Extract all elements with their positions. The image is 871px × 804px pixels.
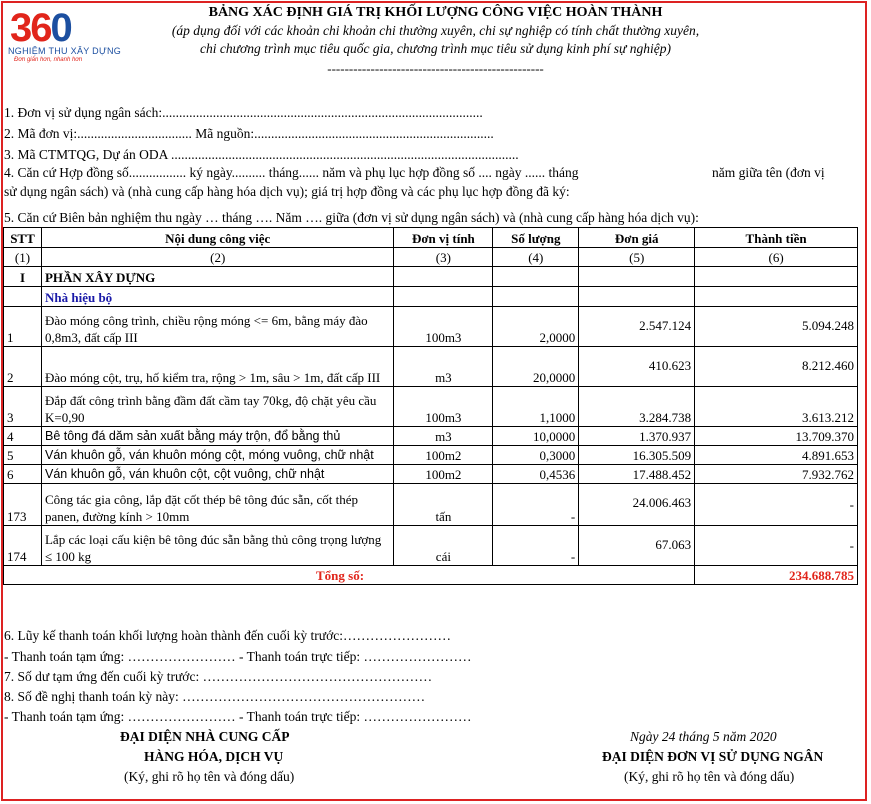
row-content: Công tác gia công, lắp đặt cốt thép bê tông đúc sẵn, cốt thép panen, đường kính > 10mm <box>41 484 393 526</box>
section-row <box>4 267 858 287</box>
header-stt: STT <box>4 228 42 248</box>
user-unit-sign-note: (Ký, ghi rõ họ tên và đóng dấu) <box>624 769 795 784</box>
row-content: Ván khuôn gỗ, ván khuôn cột, cột vuông, chữ nhật <box>41 465 393 484</box>
row-amount: - <box>695 484 858 526</box>
signature-date: Ngày 24 tháng 5 năm 2020 <box>630 729 777 744</box>
table-row <box>4 465 858 484</box>
subsection-row <box>4 287 858 307</box>
total-value: 234.688.785 <box>695 566 858 585</box>
row-price: 16.305.509 <box>579 446 695 465</box>
row-stt: 2 <box>4 347 42 387</box>
row-qty: 20,0000 <box>493 347 579 387</box>
row-amount: 4.891.653 <box>695 446 858 465</box>
row-content: Bê tông đá dăm sản xuất bằng máy trộn, đổ bằng thủ <box>41 427 393 446</box>
row-content: Đào móng công trình, chiều rộng móng <= 6m, bằng máy đào 0,8m3, đất cấp III <box>41 307 393 347</box>
field-unit-code: 2. Mã đơn vị:.................................. Mã nguồn:....................................................................... <box>4 126 494 141</box>
row-content: Lắp các loại cấu kiện bê tông đúc sẵn bằng thủ công trọng lượng ≤ 100 kg <box>41 526 393 566</box>
field-contract: 4. Căn cứ Hợp đồng số................. ký ngày.......... tháng...... năm và phụ lục hợp đồng số .... ngày ...... tháng <box>4 165 579 180</box>
total-row <box>4 566 858 585</box>
header-unit: Đơn vị tính <box>394 228 493 248</box>
advance-balance-line: 7. Số dư tạm ứng đến cuối kỳ trước: …………………………………………… <box>4 669 433 684</box>
row-unit: m3 <box>394 427 493 446</box>
field-program-code: 3. Mã CTMTQG, Dự án ODA ....................................................................................................... <box>4 147 519 162</box>
row-amount: 5.094.248 <box>695 307 858 347</box>
row-amount: 7.932.762 <box>695 465 858 484</box>
empty-cell <box>695 267 858 287</box>
section-stt: I <box>4 267 42 287</box>
logo-digit-6: 6 <box>30 6 51 50</box>
header-quantity: Số lượng <box>493 228 579 248</box>
row-content: Đào móng cột, trụ, hố kiểm tra, rộng > 1m, sâu > 1m, đất cấp III <box>41 347 393 387</box>
row-unit: cái <box>394 526 493 566</box>
logo-digit-3: 3 <box>10 6 31 50</box>
section-label: PHẦN XÂY DỰNG <box>41 267 393 287</box>
table-row <box>4 526 858 566</box>
colnum-6: (6) <box>695 248 858 267</box>
row-unit: 100m3 <box>394 387 493 427</box>
work-value-table <box>3 227 858 585</box>
colnum-4: (4) <box>493 248 579 267</box>
field-budget-unit: 1. Đơn vị sử dụng ngân sách:............................................................................................... <box>4 105 483 120</box>
row-unit: 100m2 <box>394 446 493 465</box>
table-row <box>4 387 858 427</box>
row-price: 17.488.452 <box>579 465 695 484</box>
row-price: 2.547.124 <box>579 307 695 347</box>
table-header-row <box>4 228 858 248</box>
row-amount: 8.212.460 <box>695 347 858 387</box>
supplier-sign-note: (Ký, ghi rõ họ tên và đóng dấu) <box>124 769 295 784</box>
logo-subtitle: NGHIỆM THU XÂY DỰNG <box>8 46 122 56</box>
row-qty: 1,1000 <box>493 387 579 427</box>
row-unit: tấn <box>394 484 493 526</box>
total-label: Tổng số: <box>4 566 695 585</box>
supplier-title-2: HÀNG HÓA, DỊCH VỤ <box>144 749 284 764</box>
row-stt: 174 <box>4 526 42 566</box>
row-unit: 100m3 <box>394 307 493 347</box>
row-price: 410.623 <box>579 347 695 387</box>
row-qty: 0,4536 <box>493 465 579 484</box>
field-contract-cont: năm giữa tên (đơn vị <box>712 165 825 180</box>
table-row <box>4 347 858 387</box>
header-amount: Thành tiền <box>695 228 858 248</box>
row-unit: 100m2 <box>394 465 493 484</box>
row-price: 3.284.738 <box>579 387 695 427</box>
row-price: 24.006.463 <box>579 484 695 526</box>
document-subtitle-2: chi chương trình mục tiêu quốc gia, chương trình mục tiêu sử dụng kinh phí sự nghiệp) <box>200 41 671 56</box>
empty-cell <box>4 287 42 307</box>
empty-cell <box>579 267 695 287</box>
row-price: 1.370.937 <box>579 427 695 446</box>
table-row <box>4 446 858 465</box>
column-number-row <box>4 248 858 267</box>
supplier-title-1: ĐẠI DIỆN NHÀ CUNG CẤP <box>120 729 290 744</box>
row-stt: 1 <box>4 307 42 347</box>
row-stt: 5 <box>4 446 42 465</box>
row-qty: - <box>493 484 579 526</box>
row-content: Đắp đất công trình bằng đầm đất cầm tay 70kg, độ chặt yêu cầu K=0,90 <box>41 387 393 427</box>
table-row <box>4 427 858 446</box>
header-price: Đơn giá <box>579 228 695 248</box>
row-unit: m3 <box>394 347 493 387</box>
cumulative-payment-split: - Thanh toán tạm ứng: …………………… - Thanh toán trực tiếp: …………………… <box>4 649 472 664</box>
row-qty: 2,0000 <box>493 307 579 347</box>
row-stt: 6 <box>4 465 42 484</box>
empty-cell <box>493 287 579 307</box>
row-qty: - <box>493 526 579 566</box>
colnum-3: (3) <box>394 248 493 267</box>
row-amount: 3.613.212 <box>695 387 858 427</box>
table-row <box>4 484 858 526</box>
row-stt: 173 <box>4 484 42 526</box>
empty-cell <box>493 267 579 287</box>
colnum-2: (2) <box>41 248 393 267</box>
table-row <box>4 307 858 347</box>
colnum-1: (1) <box>4 248 42 267</box>
colnum-5: (5) <box>579 248 695 267</box>
requested-payment-line: 8. Số đề nghị thanh toán kỳ này: ……………………………………………… <box>4 689 426 704</box>
title-separator: -------------------------------------------------- <box>327 61 544 76</box>
logo-tagline: Đơn giản hơn, nhanh hơn <box>14 57 83 63</box>
header-content: Nội dung công việc <box>41 228 393 248</box>
row-stt: 4 <box>4 427 42 446</box>
requested-payment-split: - Thanh toán tạm ứng: …………………… - Thanh toán trực tiếp: …………………… <box>4 709 472 724</box>
cumulative-payment-line: 6. Lũy kế thanh toán khối lượng hoàn thành đến cuối kỳ trước:…………………… <box>4 628 451 643</box>
row-price: 67.063 <box>579 526 695 566</box>
document-subtitle-1: (áp dụng đối với các khoản chi khoản chi thường xuyên, chi sự nghiệp có tính chất thường xuyên, <box>171 23 700 38</box>
empty-cell <box>579 287 695 307</box>
empty-cell <box>394 287 493 307</box>
row-qty: 10,0000 <box>493 427 579 446</box>
row-qty: 0,3000 <box>493 446 579 465</box>
document-title: BẢNG XÁC ĐỊNH GIÁ TRỊ KHỐI LƯỢNG CÔNG VIỆC HOÀN THÀNH <box>208 5 663 20</box>
subsection-label: Nhà hiệu bộ <box>41 287 393 307</box>
empty-cell <box>394 267 493 287</box>
logo-digit-0: 0 <box>50 6 71 50</box>
field-contract-parties: sử dụng ngân sách) và (nhà cung cấp hàng hóa dịch vụ); giá trị hợp đồng và các phụ lục hợp đồng đã ký: <box>4 184 570 199</box>
row-content: Ván khuôn gỗ, ván khuôn móng cột, móng vuông, chữ nhật <box>41 446 393 465</box>
field-acceptance: 5. Căn cứ Biên bản nghiệm thu ngày … tháng …. Năm …. giữa (đơn vị sử dụng ngân sách) và (nhà cung cấp hàng hóa dịch vụ): <box>4 210 699 225</box>
empty-cell <box>695 287 858 307</box>
row-amount: 13.709.370 <box>695 427 858 446</box>
row-amount: - <box>695 526 858 566</box>
user-unit-title: ĐẠI DIỆN ĐƠN VỊ SỬ DỤNG NGÂN <box>602 749 824 764</box>
row-stt: 3 <box>4 387 42 427</box>
